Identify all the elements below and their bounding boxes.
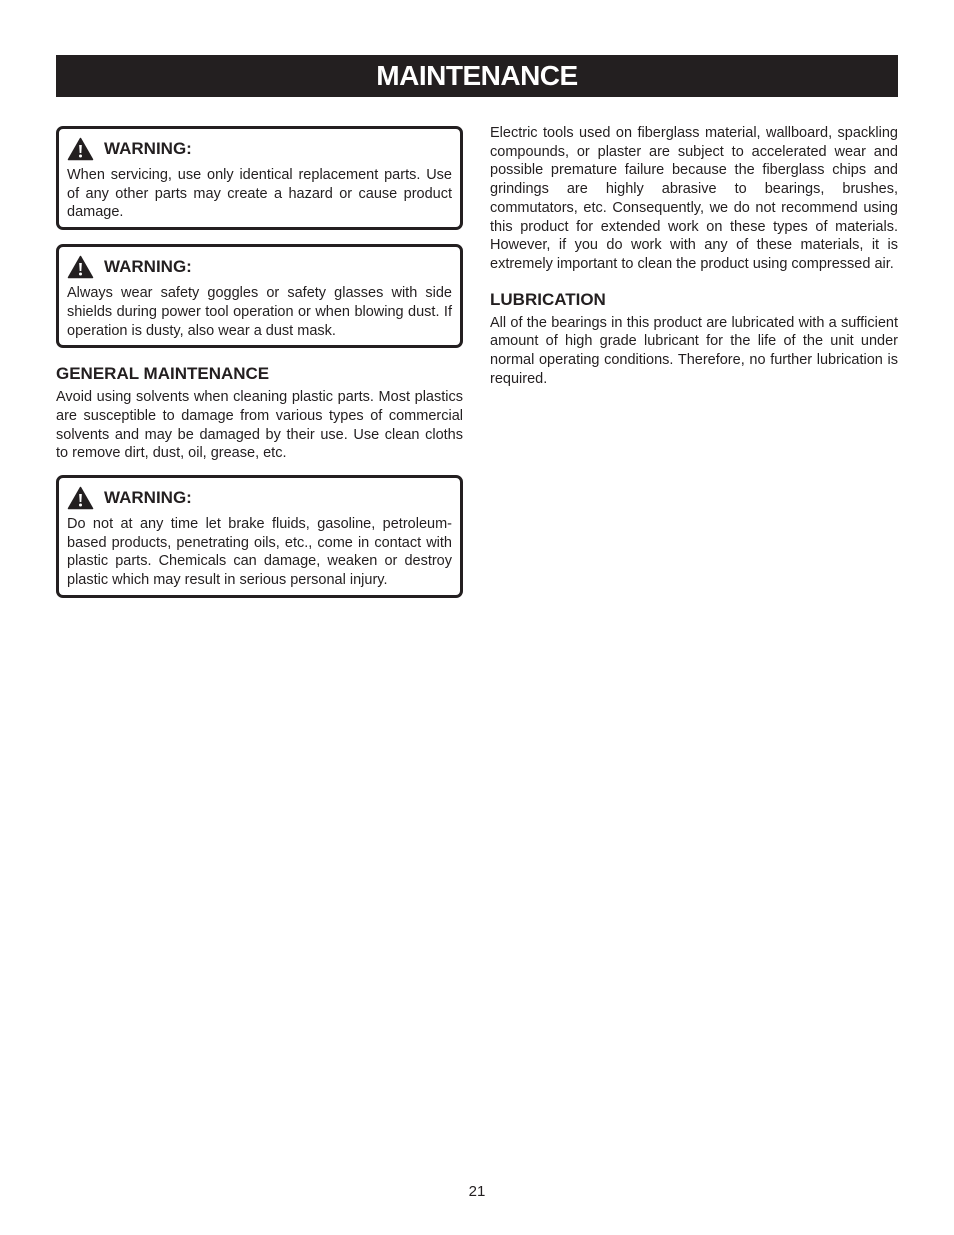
warning-text: When servicing, use only identical replacement parts. Use of any other parts may create a hazard or cause product damage. (67, 167, 452, 221)
page-title: MAINTENANCE (376, 60, 578, 91)
warning-text: Always wear safety goggles or safety glasses with side shields during power tool operation or when blowing dust. If operation is dusty, also wear a dust mask. (67, 285, 452, 339)
warning-triangle-icon (67, 255, 94, 279)
electric-tools-text: Electric tools used on fiberglass material, wallboard, spackling compounds, or plaster are subject to accelerated wear and possible premature failure because the fiberglass chips and grindings are highly abrasive to bearings, brushes, commutators, etc. Consequently, we do not recommend using this product for extended work on these types of materials. However, if you do work with any of these materials, it is extremely important to clean the product using compressed air. (490, 125, 898, 272)
warning-triangle-icon (67, 486, 94, 510)
warning-title: WARNING: (104, 139, 192, 158)
page-header-bar (56, 55, 898, 97)
section-heading-general-maintenance: GENERAL MAINTENANCE (56, 364, 270, 384)
warning-header (67, 486, 452, 510)
left-column (56, 126, 463, 598)
warning-box-chemicals (56, 475, 463, 598)
right-column (490, 124, 898, 388)
warning-box-safety-goggles (56, 244, 463, 348)
lubrication-text: All of the bearings in this product are lubricated with a sufficient amount of high grade lubricant for the life of the unit under normal operating conditions. Therefore, no further lubrication is required. (490, 314, 898, 387)
section-heading-lubrication: LUBRICATION (490, 289, 606, 309)
warning-header (67, 137, 452, 161)
warning-triangle-icon (67, 137, 94, 161)
warning-box-replacement-parts (56, 126, 463, 230)
lubrication-section (490, 290, 898, 389)
page-number: 21 (468, 1183, 486, 1200)
warning-header (67, 255, 452, 279)
general-maintenance-section (56, 364, 463, 463)
general-maintenance-text: Avoid using solvents when cleaning plastic parts. Most plastics are susceptible to damage from various types of commercial solvents and may be damaged by their use. Use clean cloths to remove dirt, dust, oil, grease, etc. (56, 389, 463, 462)
warning-title: WARNING: (104, 257, 192, 277)
warning-text: Do not at any time let brake fluids, gasoline, petroleum-based products, penetrating oils, etc., come in contact with plastic parts. Chemicals can damage, weaken or destroy plastic which may result in serious personal injury. (67, 516, 452, 589)
warning-title: WARNING: (104, 488, 192, 508)
